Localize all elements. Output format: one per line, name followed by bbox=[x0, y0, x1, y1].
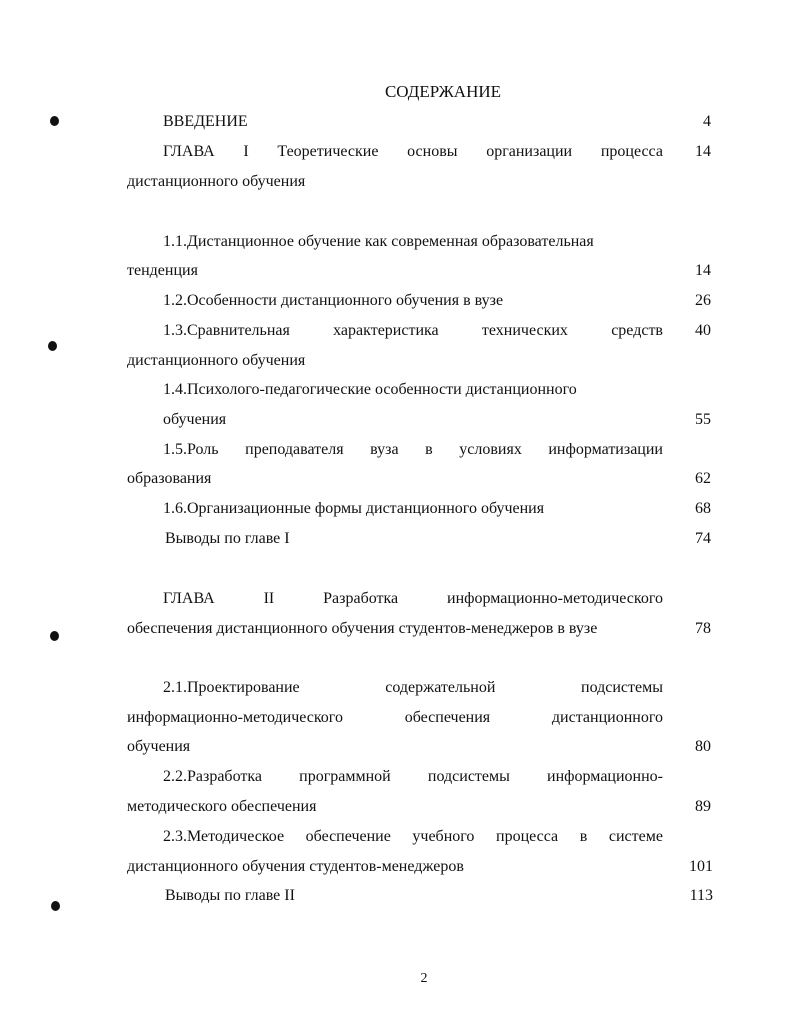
toc-conclusion-2: Выводы по главе II bbox=[165, 887, 295, 904]
toc-section-1-1-page: 14 bbox=[695, 262, 711, 279]
binder-hole-mark bbox=[50, 631, 59, 641]
binder-hole-mark bbox=[50, 116, 59, 126]
toc-section-2-1-line3: обучения bbox=[127, 738, 191, 755]
toc-section-1-2-page: 26 bbox=[695, 292, 711, 309]
binder-hole-mark bbox=[51, 901, 60, 911]
toc-conclusion-1-page: 74 bbox=[695, 530, 711, 547]
page-number: 2 bbox=[420, 971, 428, 986]
toc-section-2-3-page: 101 bbox=[689, 858, 713, 875]
toc-section-1-4-line2: обучения bbox=[163, 411, 227, 428]
page-title: СОДЕРЖАНИЕ bbox=[384, 82, 502, 101]
toc-section-2-1-page: 80 bbox=[695, 738, 711, 755]
toc-section-2-3-line2: дистанционного обучения студентов-менеджеров bbox=[127, 858, 464, 875]
toc-section-1-4-line1: 1.4.Психолого-педагогические особенности дистанционного bbox=[163, 381, 577, 398]
toc-section-2-1-line1: 2.1.Проектирование содержательной подсистемы bbox=[163, 679, 663, 696]
toc-section-1-3-page: 40 bbox=[695, 322, 711, 339]
toc-section-1-5-line2: образования bbox=[127, 470, 212, 487]
toc-section-1-6-line1: 1.6.Организационные формы дистанционного обучения bbox=[163, 500, 545, 517]
toc-chapter2-line1: ГЛАВА II Разработка информационно-методического bbox=[163, 590, 663, 607]
toc-section-1-5-page: 62 bbox=[695, 470, 711, 487]
toc-section-2-2-line1: 2.2.Разработка программной подсистемы информационно- bbox=[163, 768, 663, 785]
toc-section-1-1-line2: тенденция bbox=[127, 262, 198, 279]
toc-chapter2-line2: обеспечения дистанционного обучения студентов-менеджеров в вузе bbox=[127, 620, 598, 637]
toc-section-1-1-line1: 1.1.Дистанционное обучение как современная образовательная bbox=[163, 233, 594, 250]
toc-section-2-2-line2: методического обеспечения bbox=[127, 798, 317, 815]
toc-section-1-5-line1: 1.5.Роль преподавателя вуза в условиях информатизации bbox=[163, 441, 663, 458]
toc-section-1-3-line2: дистанционного обучения bbox=[127, 352, 306, 369]
toc-section-1-2-line1: 1.2.Особенности дистанционного обучения в вузе bbox=[163, 292, 504, 309]
toc-chapter2-page: 78 bbox=[695, 620, 711, 637]
toc-intro-label: ВВЕДЕНИЕ bbox=[163, 113, 248, 130]
toc-intro-page: 4 bbox=[703, 113, 711, 130]
toc-section-2-1-line2: информационно-методического обеспечения дистанционного bbox=[127, 709, 663, 726]
binder-hole-mark bbox=[48, 341, 57, 351]
toc-conclusion-2-page: 113 bbox=[689, 887, 713, 904]
toc-chapter1-page: 14 bbox=[695, 143, 711, 160]
toc-chapter1-line2: дистанционного обучения bbox=[127, 173, 306, 190]
toc-section-2-2-page: 89 bbox=[695, 798, 711, 815]
toc-section-2-3-line1: 2.3.Методическое обеспечение учебного процесса в системе bbox=[163, 828, 663, 845]
toc-section-1-3-line1: 1.3.Сравнительная характеристика технических средств bbox=[163, 322, 663, 339]
toc-section-1-6-page: 68 bbox=[695, 500, 711, 517]
toc-section-1-4-page: 55 bbox=[695, 411, 711, 428]
toc-chapter1-line1: ГЛАВА I Теоретические основы организации процесса bbox=[163, 143, 663, 160]
toc-conclusion-1: Выводы по главе I bbox=[165, 530, 290, 547]
